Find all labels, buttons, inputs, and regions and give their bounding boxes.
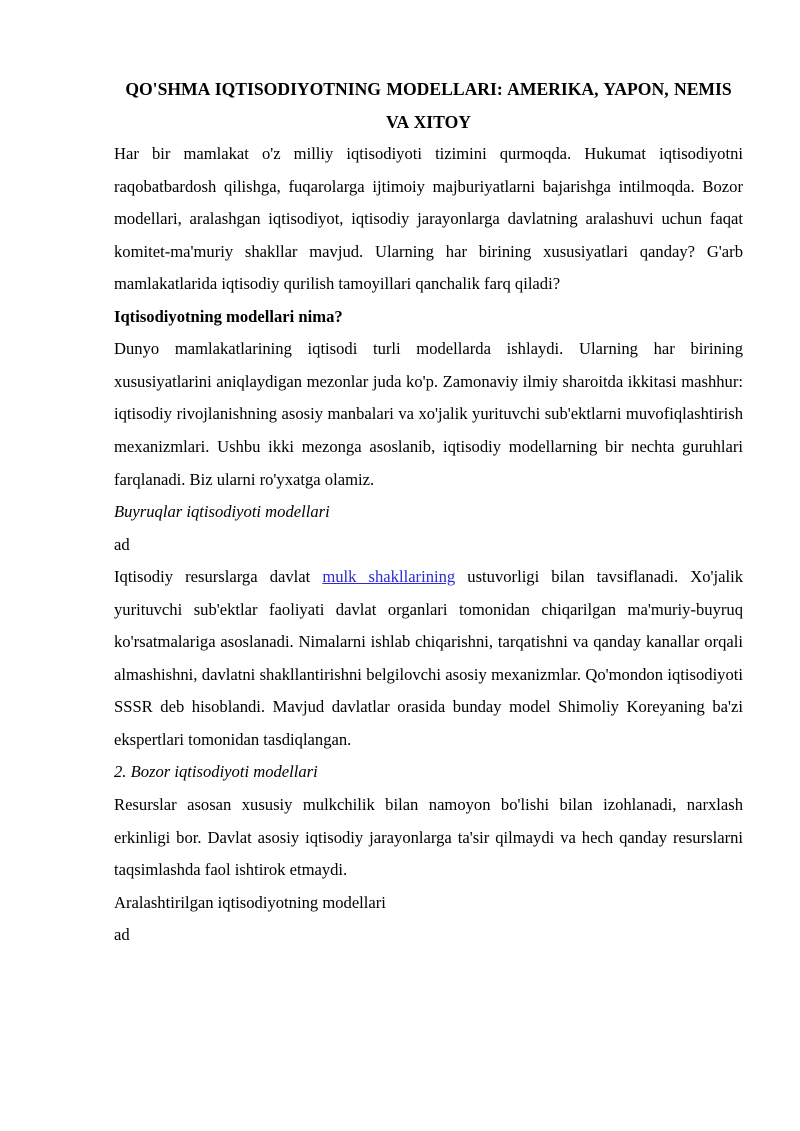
command-economy-text-before-link: Iqtisodiy resurslarga davlat <box>114 567 323 587</box>
mulk-shakllarining-link[interactable]: mulk shakllarining <box>322 567 456 587</box>
market-economy-paragraph: Resurslar asosan xususiy mulkchilik bilan namoyon bo'lishi bilan izohlanadi, narxlash erkinligi bor. Davlat asosiy iqtisodiy jarayonlarga ta'sir qilmaydi va hech qanday resurslarni taqsimlashda faol ishtirok etmaydi. <box>114 795 743 880</box>
mixed-economy-heading: Aralashtirilgan iqtisodiyotning modellari <box>114 892 386 912</box>
question-heading: Iqtisodiyotning modellari nima? <box>114 306 343 326</box>
command-economy-text-after-link: ustuvorligi bilan tavsiflanadi. Xo'jalik yurituvchi sub'ektlar faoliyati davlat organlari tomonidan chiqarilgan ma'muriy-buyruq ko'rsatmalariga asoslanadi. Nimalarni ishlab chiqarishni, tarqatishni va qanday kanallar orqali almashishni, davlatni shakllantirishni belgilovchi asosiy mexanizmlar. Qo'mondon iqtisodiyoti SSSR deb hisoblandi. Mavjud davlatlar orasida bunday model Shimoliy Koreyaning ba'zi ekspertlari tomonidan tasdiqlangan. <box>114 567 744 749</box>
models-overview-paragraph: Dunyo mamlakatlarining iqtisodi turli modellarda ishlaydi. Ularning har birining xususiyatlarini aniqlaydigan mezonlar juda ko'p. Zamonaviy ilmiy sharoitda ikkitasi mashhur: iqtisodiy rivojlanishning asosiy manbalari va xo'jalik yurituvchi sub'ektlarni muvofiqlashtirish mexanizmlari. Ushbu ikki mezonga asoslanib, iqtisodiy modellarning bir nechta guruhlari farqlanadi. Biz ularni ro'yxatga olamiz. <box>114 339 743 489</box>
command-economy-paragraph <box>114 561 743 756</box>
intro-paragraph: Har bir mamlakat o'z milliy iqtisodiyoti tizimini qurmoqda. Hukumat iqtisodiyotni raqobatbardosh qilishga, fuqarolarga ijtimoiy majburiyatlarni bajarishga intilmoqda. Bozor modellari, aralashgan iqtisodiyot, iqtisodiy jarayonlarga davlatning aralashuvi uchun faqat komitet-ma'muriy shakllar mavjud. Ularning har birining xususiyatlari qanday? G'arb mamlakatlarida iqtisodiy qurilish tamoyillari qanchalik farq qiladi? <box>114 144 743 294</box>
ad-placeholder-1: ad <box>114 534 130 554</box>
command-economy-heading: Buyruqlar iqtisodiyoti modellari <box>114 502 330 522</box>
market-economy-heading: 2. Bozor iqtisodiyoti modellari <box>114 762 318 782</box>
ad-placeholder-2: ad <box>114 925 130 945</box>
document-title: QO'SHMA IQTISODIYOTNING MODELLARI: AMERIKA, YAPON, NEMIS VA XITOY <box>125 79 732 132</box>
